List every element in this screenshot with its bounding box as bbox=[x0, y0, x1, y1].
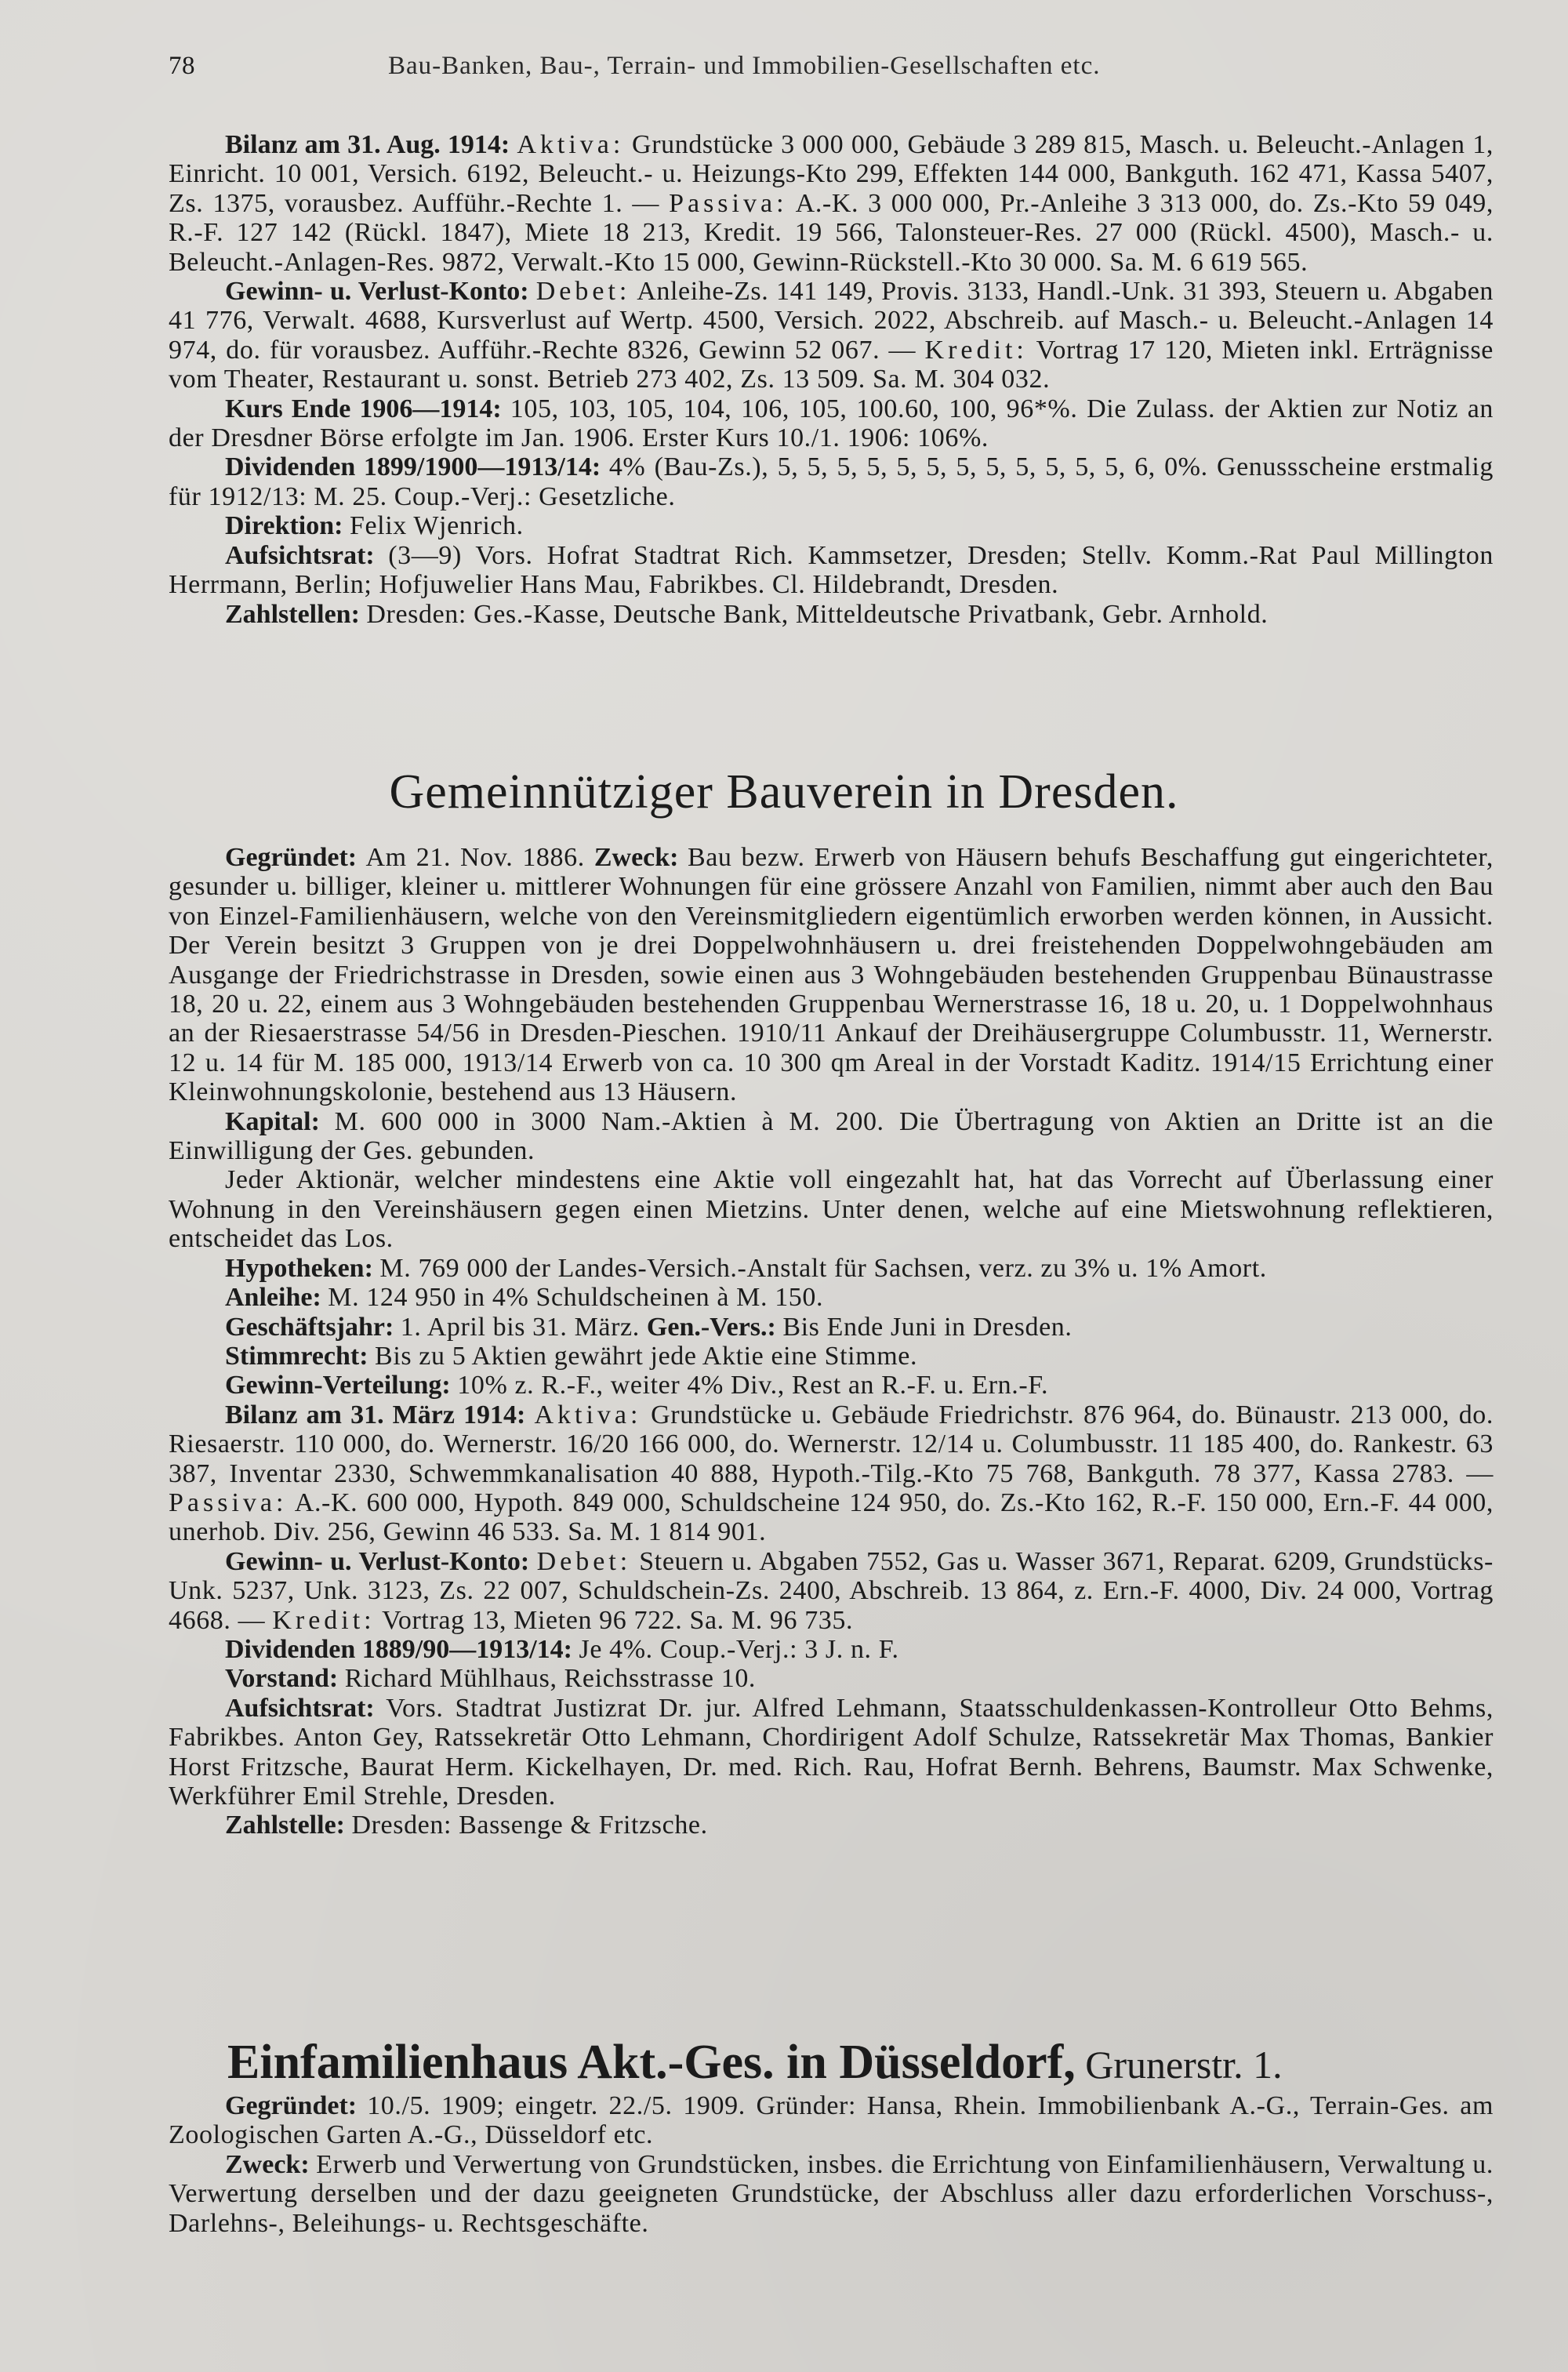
entry-label: Direktion: bbox=[225, 511, 350, 541]
paragraph bbox=[169, 1107, 1494, 1166]
entry-text: Erwerb und Verwertung von Grundstücken, insbes. die Errichtung von Einfamilienhäusern, Verwaltung u. Verwertung derselben und der dazu geeigneten Grundstücke, der Abschluss aller dazu erforderlichen Vorschuss-, Darlehns-, Beleihungs- u. Rechtsgeschäfte. bbox=[169, 2149, 1494, 2238]
running-head: Bau-Banken, Bau-, Terrain- und Immobilien-Gesellschaften etc. bbox=[388, 52, 1101, 80]
entry-label: Zweck: bbox=[593, 843, 688, 872]
entry-text: Dresden: Ges.-Kasse, Deutsche Bank, Mitteldeutsche Privatbank, Gebr. Arnhold. bbox=[366, 599, 1269, 629]
entry-label: Zweck: bbox=[225, 2149, 317, 2179]
entry-label: Hypotheken: bbox=[225, 1253, 380, 1283]
paragraph bbox=[169, 2150, 1494, 2238]
entry-label: Geschäftsjahr: bbox=[225, 1312, 401, 1342]
entry-text: Vortrag 17 120, Mieten inkl. Erträgnisse vom Theater, Restaurant u. sonst. Betrieb 273 402, Zs. 13 509. Sa. M. 304 032. bbox=[169, 335, 1494, 394]
paragraph bbox=[169, 452, 1494, 511]
entry-label: Gewinn- u. Verlust-Konto: bbox=[225, 1546, 537, 1576]
paragraph bbox=[169, 1165, 1494, 1253]
entry-text: Steuern u. Abgaben 7552, Gas u. Wasser 3671, Reparat. 6209, Grundstücks-Unk. 5237, Unk. 3123, Zs. 22 007, Schuldschein-Zs. 2400, Abschreib. 13 864, z. Ern.-F. 4000, Div. 24 000, Vortrag 4668. — bbox=[169, 1546, 1494, 1635]
paragraph bbox=[169, 1254, 1494, 1283]
entry-label: Zahlstellen: bbox=[225, 599, 367, 629]
paragraph bbox=[169, 511, 1494, 540]
entry-label: Gegründet: bbox=[225, 2091, 368, 2120]
entry-text: Am 21. Nov. 1886. bbox=[365, 843, 594, 872]
paragraph bbox=[169, 1283, 1494, 1312]
entry-label: Gewinn- u. Verlust-Konto: bbox=[225, 277, 536, 307]
entry-label: Dividenden 1889/90—1913/14: bbox=[225, 1634, 579, 1664]
entry-text: M. 600 000 in 3000 Nam.-Aktien à M. 200. Die Übertragung von Aktien an Dritte ist an die Einwilligung der Ges. gebunden. bbox=[169, 1106, 1494, 1166]
paragraph bbox=[169, 1811, 1494, 1840]
entry-label: Kurs Ende 1906—1914: bbox=[225, 394, 510, 423]
paragraph bbox=[169, 277, 1494, 394]
page-number: 78 bbox=[169, 52, 195, 80]
spaced-label: Debet: bbox=[536, 1546, 632, 1576]
paragraph bbox=[169, 1694, 1494, 1811]
entry-label: Gen.-Vers.: bbox=[646, 1312, 783, 1342]
company-title-einfamilienhaus bbox=[227, 2035, 1283, 2090]
section-einfamilienhaus bbox=[169, 2091, 1494, 2238]
section-company-1 bbox=[169, 130, 1494, 629]
paragraph bbox=[169, 1313, 1494, 1342]
entry-text: Jeder Aktionär, welcher mindestens eine Aktie voll eingezahlt hat, hat das Vorrecht auf Überlassung einer Wohnung in den Vereinshäusern gegen einen Mietzins. Unter denen, welche auf eine Mietswohnung reflektieren, entscheidet das Los. bbox=[169, 1165, 1494, 1254]
entry-label: Stimmrecht: bbox=[225, 1341, 376, 1371]
title-text: Einfamilienhaus Akt.-Ges. in Düsseldorf, bbox=[227, 2036, 1076, 2089]
entry-text: Bau bezw. Erwerb von Häusern behufs Beschaffung gut eingerichteter, gesunder u. billiger, kleiner u. mittlerer Wohnungen für eine grössere Anzahl von Familien, nimmt aber auch den Bau von Einzel-Familienhäusern, welche von den Vereinsmitgliedern eigentümlich erworben werden können, in Aussicht. Der Verein besitzt 3 Gruppen von je drei Doppelwohnhäusern u. drei freistehenden Doppelwohngebäuden am Ausgange der Friedrichstrasse in Dresden, sowie einen aus 3 Wohngebäuden bestehenden Gruppenbau Bünaustrasse 18, 20 u. 22, einem aus 3 Wohngebäuden bestehenden Gruppenbau Wernerstrasse 16, 18 u. 20, u. 1 Doppelwohnhaus an der Riesaerstrasse 54/56 in Dresden-Pieschen. 1910/11 Ankauf der Dreihäusergruppe Columbusstr. 11, Wernerstr. 12 u. 14 für M. 185 000, 1913/14 Erwerb von ca. 10 300 qm Areal in der Vorstadt Kaditz. 1914/15 Errichtung einer Kleinwohnungskolonie, bestehend aus 13 Häusern. bbox=[169, 843, 1494, 1107]
entry-label: Aufsichtsrat: bbox=[225, 1693, 387, 1723]
spaced-label: Kredit: bbox=[924, 335, 1028, 365]
paragraph bbox=[169, 1342, 1494, 1371]
entry-label: Bilanz am 31. Aug. 1914: bbox=[225, 130, 517, 159]
entry-text: Richard Mühlhaus, Reichsstrasse 10. bbox=[344, 1664, 757, 1694]
entry-text: A.-K. 600 000, Hypoth. 849 000, Schuldscheine 124 950, do. Zs.-Kto 162, R.-F. 150 000, Ern.-F. 44 000, unerhob. Div. 256, Gewinn 46 533. Sa. M. 1 814 901. bbox=[169, 1487, 1494, 1547]
paragraph bbox=[169, 600, 1494, 629]
entry-label: Aufsichtsrat: bbox=[225, 540, 389, 570]
entry-text: 1. April bis 31. März. bbox=[400, 1312, 647, 1342]
paragraph bbox=[169, 130, 1494, 277]
entry-text: Vortrag 13, Mieten 96 722. Sa. M. 96 735. bbox=[375, 1605, 854, 1635]
entry-text: Felix Wjenrich. bbox=[349, 511, 524, 541]
spaced-label: Passiva: bbox=[669, 188, 788, 218]
section-gemeinnuetziger-bauverein bbox=[169, 843, 1494, 1840]
entry-text: Bis Ende Juni in Dresden. bbox=[782, 1312, 1073, 1342]
paragraph bbox=[169, 1400, 1494, 1547]
page-header bbox=[169, 52, 1494, 83]
entry-text: Grundstücke 3 000 000, Gebäude 3 289 815, Masch. u. Beleucht.-Anlagen 1, Einricht. 10 001, Versich. 6192, Beleucht.- u. Heizungs-Kto 299, Effekten 144 000, Bankguth. 162 471, Kassa 5407, Zs. 1375, vorausbez. Aufführ.-Rechte 1. — bbox=[169, 130, 1494, 218]
entry-label: Dividenden 1899/1900—1913/14: bbox=[225, 452, 609, 482]
entry-text: Grundstücke u. Gebäude Friedrichstr. 876 964, do. Bünaustr. 213 000, do. Riesaerstr. 110 000, do. Wernerstr. 16/20 166 000, do. Wernerstr. 12/14 u. Columbusstr. 11 185 400, do. Rankestr. 63 387, Inventar 2330, Schwemmkanalisation 40 888, Hypoth.-Tilg.-Kto 75 768, Bankguth. 78 377, Kassa 2783. — bbox=[169, 1400, 1494, 1488]
spaced-label: Debet: bbox=[535, 277, 631, 307]
entry-text: Bis zu 5 Aktien gewährt jede Aktie eine Stimme. bbox=[375, 1341, 918, 1371]
entry-label: Vorstand: bbox=[225, 1664, 345, 1694]
entry-text: Vors. Stadtrat Justizrat Dr. jur. Alfred Lehmann, Staatsschuldenkassen-Kontrolleur Otto Behms, Fabrikbes. Anton Gey, Ratssekretär Otto Lehmann, Chordirigent Adolf Schulze, Ratssekretär Max Thomas, Bankier Horst Fritzsche, Baurat Herm. Kickelhayen, Dr. med. Rich. Rau, Hofrat Bernh. Behrens, Baumstr. Max Schwenke, Werkführer Emil Strehle, Dresden. bbox=[169, 1693, 1494, 1811]
paragraph bbox=[169, 394, 1494, 453]
entry-text: 10% z. R.-F., weiter 4% Div., Rest an R.-F. u. Ern.-F. bbox=[457, 1371, 1049, 1400]
entry-text: Anleihe-Zs. 141 149, Provis. 3133, Handl.-Unk. 31 393, Steuern u. Abgaben 41 776, Verwalt. 4688, Kursverlust auf Wertp. 4500, Versich. 2022, Abschreib. auf Masch.- u. Beleucht.-Anlagen 14 974, do. für vorausbez. Aufführ.-Rechte 8326, Gewinn 52 067. — bbox=[169, 277, 1494, 365]
paragraph bbox=[169, 541, 1494, 600]
title-text: Gemeinnütziger Bauverein in Dresden. bbox=[389, 765, 1179, 819]
entry-label: Gegründet: bbox=[225, 843, 366, 872]
entry-text: A.-K. 3 000 000, Pr.-Anleihe 3 313 000, do. Zs.-Kto 59 049, R.-F. 127 142 (Rückl. 1847), Miete 18 213, Kredit. 19 566, Talonsteuer-Res. 27 000 (Rückl. 4500), Masch.- u. Beleucht.-Anlagen-Res. 9872, Verwalt.-Kto 15 000, Gewinn-Rückstell.-Kto 30 000. Sa. M. 6 619 565. bbox=[169, 188, 1494, 277]
spaced-label: Aktiva: bbox=[534, 1400, 642, 1429]
entry-label: Gewinn-Verteilung: bbox=[225, 1371, 458, 1400]
entry-label: Anleihe: bbox=[225, 1283, 328, 1313]
company-title-gemeinnuetziger-bauverein bbox=[0, 765, 1568, 820]
entry-label: Kapital: bbox=[225, 1106, 335, 1136]
spaced-label: Aktiva: bbox=[517, 130, 625, 159]
entry-text: M. 769 000 der Landes-Versich.-Anstalt für Sachsen, verz. zu 3% u. 1% Amort. bbox=[379, 1253, 1267, 1283]
entry-text: M. 124 950 in 4% Schuldscheinen à M. 150. bbox=[328, 1283, 824, 1313]
entry-text: (3—9) Vors. Hofrat Stadtrat Rich. Kammsetzer, Dresden; Stellv. Komm.-Rat Paul Millington Herrmann, Berlin; Hofjuwelier Hans Mau, Fabrikbes. Cl. Hildebrandt, Dresden. bbox=[169, 540, 1494, 600]
entry-text: 105, 103, 105, 104, 106, 105, 100.60, 100, 96*%. Die Zulass. der Aktien zur Notiz an der Dresdner Börse erfolgte im Jan. 1906. Erster Kurs 10./1. 1906: 106%. bbox=[169, 394, 1494, 453]
paragraph bbox=[169, 843, 1494, 1107]
title-address: Grunerstr. 1. bbox=[1075, 2043, 1283, 2087]
paragraph bbox=[169, 1547, 1494, 1635]
paragraph bbox=[169, 1635, 1494, 1664]
entry-text: 4% (Bau-Zs.), 5, 5, 5, 5, 5, 5, 5, 5, 5, 5, 5, 5, 6, 0%. Genussscheine erstmalig für 1912/13: M. 25. Coup.-Verj.: Gesetzliche. bbox=[169, 452, 1494, 511]
entry-label: Zahlstelle: bbox=[225, 1811, 352, 1840]
entry-text: Je 4%. Coup.-Verj.: 3 J. n. F. bbox=[579, 1634, 899, 1664]
spaced-label: Kredit: bbox=[272, 1605, 376, 1635]
paragraph bbox=[169, 2091, 1494, 2150]
entry-text: Dresden: Bassenge & Fritzsche. bbox=[351, 1811, 708, 1840]
paragraph bbox=[169, 1371, 1494, 1400]
paragraph bbox=[169, 1664, 1494, 1693]
spaced-label: Passiva: bbox=[169, 1487, 288, 1517]
entry-label: Bilanz am 31. März 1914: bbox=[225, 1400, 535, 1429]
entry-text: 10./5. 1909; eingetr. 22./5. 1909. Gründer: Hansa, Rhein. Immobilienbank A.-G., Terrain-Ges. am Zoologischen Garten A.-G., Düsseldorf etc. bbox=[169, 2091, 1494, 2150]
